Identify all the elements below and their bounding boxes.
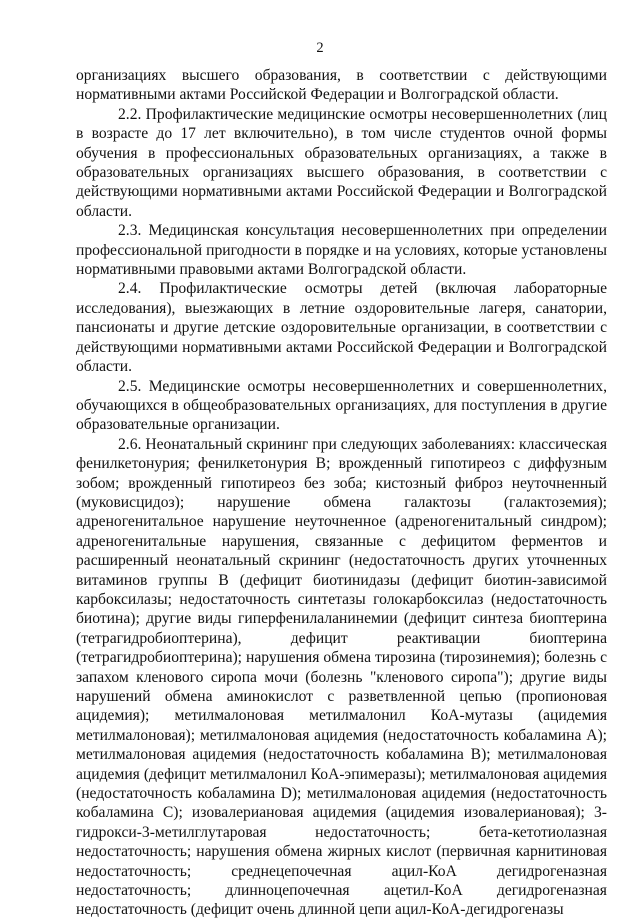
- paragraph-2-5: 2.5. Медицинские осмотры несовершеннолетних и совершеннолетних, обучающихся в общеобразовательных организациях, для поступления в другие образовательные организации.: [76, 377, 607, 434]
- document-body: [76, 66, 607, 920]
- paragraph-continuation: организациях высшего образования, в соответствии с действующими нормативными актами Российской Федерации и Волгоградской области.: [76, 67, 607, 104]
- page-number: 2: [316, 40, 324, 56]
- paragraph-2-3: 2.3. Медицинская консультация несовершеннолетних при определении профессиональной пригодности в порядке и на условиях, которые установлены нормативными правовыми актами Волгоградской области.: [76, 222, 607, 279]
- paragraph-2-6: 2.6. Неонатальный скрининг при следующих заболеваниях: классическая фенилкетонурия; фенилкетонурия В; врожденный гипотиреоз с диффузным зобом; врожденный гипотиреоз без зоба; кистозный фиброз неуточненный (муковисцидоз); нарушение обмена галактозы (галактоземия); адреногенитальное нарушение неуточненное (адреногенитальный синдром); адреногенитальные нарушения, связанные с дефицитом ферментов и расширенный неонатальный скрининг (недостаточность других уточненных витаминов группы В (дефицит биотинидазы (дефицит биотин-зависимой карбоксилазы; недостаточность синтетазы голокарбоксилаз (недостаточность биотина); другие виды гиперфенилаланинемии (дефицит синтеза биоптерина (тетрагидробиоптерина), дефицит реактивации биоптерина (тетрагидробиоптерина); нарушения обмена тирозина (тирозинемия); болезнь с запахом кленового сиропа мочи (болезнь "кленового сиропа"); другие виды нарушений обмена аминокислот с разветвленной цепью (пропионовая ацидемия); метилмалоновая метилмалонил КоА-мутазы (ацидемия метилмалоновая); метилмалоновая ацидемия (недостаточность кобаламина А); метилмалоновая ацидемия (недостаточность кобаламина В); метилмалоновая ацидемия (дефицит метилмалонил КоА-эпимеразы); метилмалоновая ацидемия (недостаточность кобаламина D); метилмалоновая ацидемия (недостаточность кобаламина С); изовалериановая ацидемия (ацидемия изовалериановая); 3-гидрокси-3-метилглутаровая недостаточность; бета-кетотиолазная недостаточность; нарушения обмена жирных кислот (первичная карнитиновая недостаточность; среднецепочечная ацил-КоА дегидрогеназная недостаточность; длинноцепочечная ацетил-КоА дегидрогеназная недостаточность (дефицит очень длинной цепи ацил-КоА-дегидрогеназы: [76, 435, 607, 919]
- paragraph-2-4: 2.4. Профилактические осмотры детей (включая лабораторные исследования), выезжающих в летние оздоровительные лагеря, санатории, пансионаты и другие детские оздоровительные организации, в соответствии с действующими нормативными актами Российской Федерации и Волгоградской области.: [76, 280, 607, 376]
- paragraph-2-2: 2.2. Профилактические медицинские осмотры несовершеннолетних (лиц в возрасте до 17 лет включительно), в том числе студентов очной формы обучения в профессиональных образовательных организациях, а также в образовательных организациях высшего образования, в соответствии с действующими нормативными актами Российской Федерации и Волгоградской области.: [76, 105, 607, 220]
